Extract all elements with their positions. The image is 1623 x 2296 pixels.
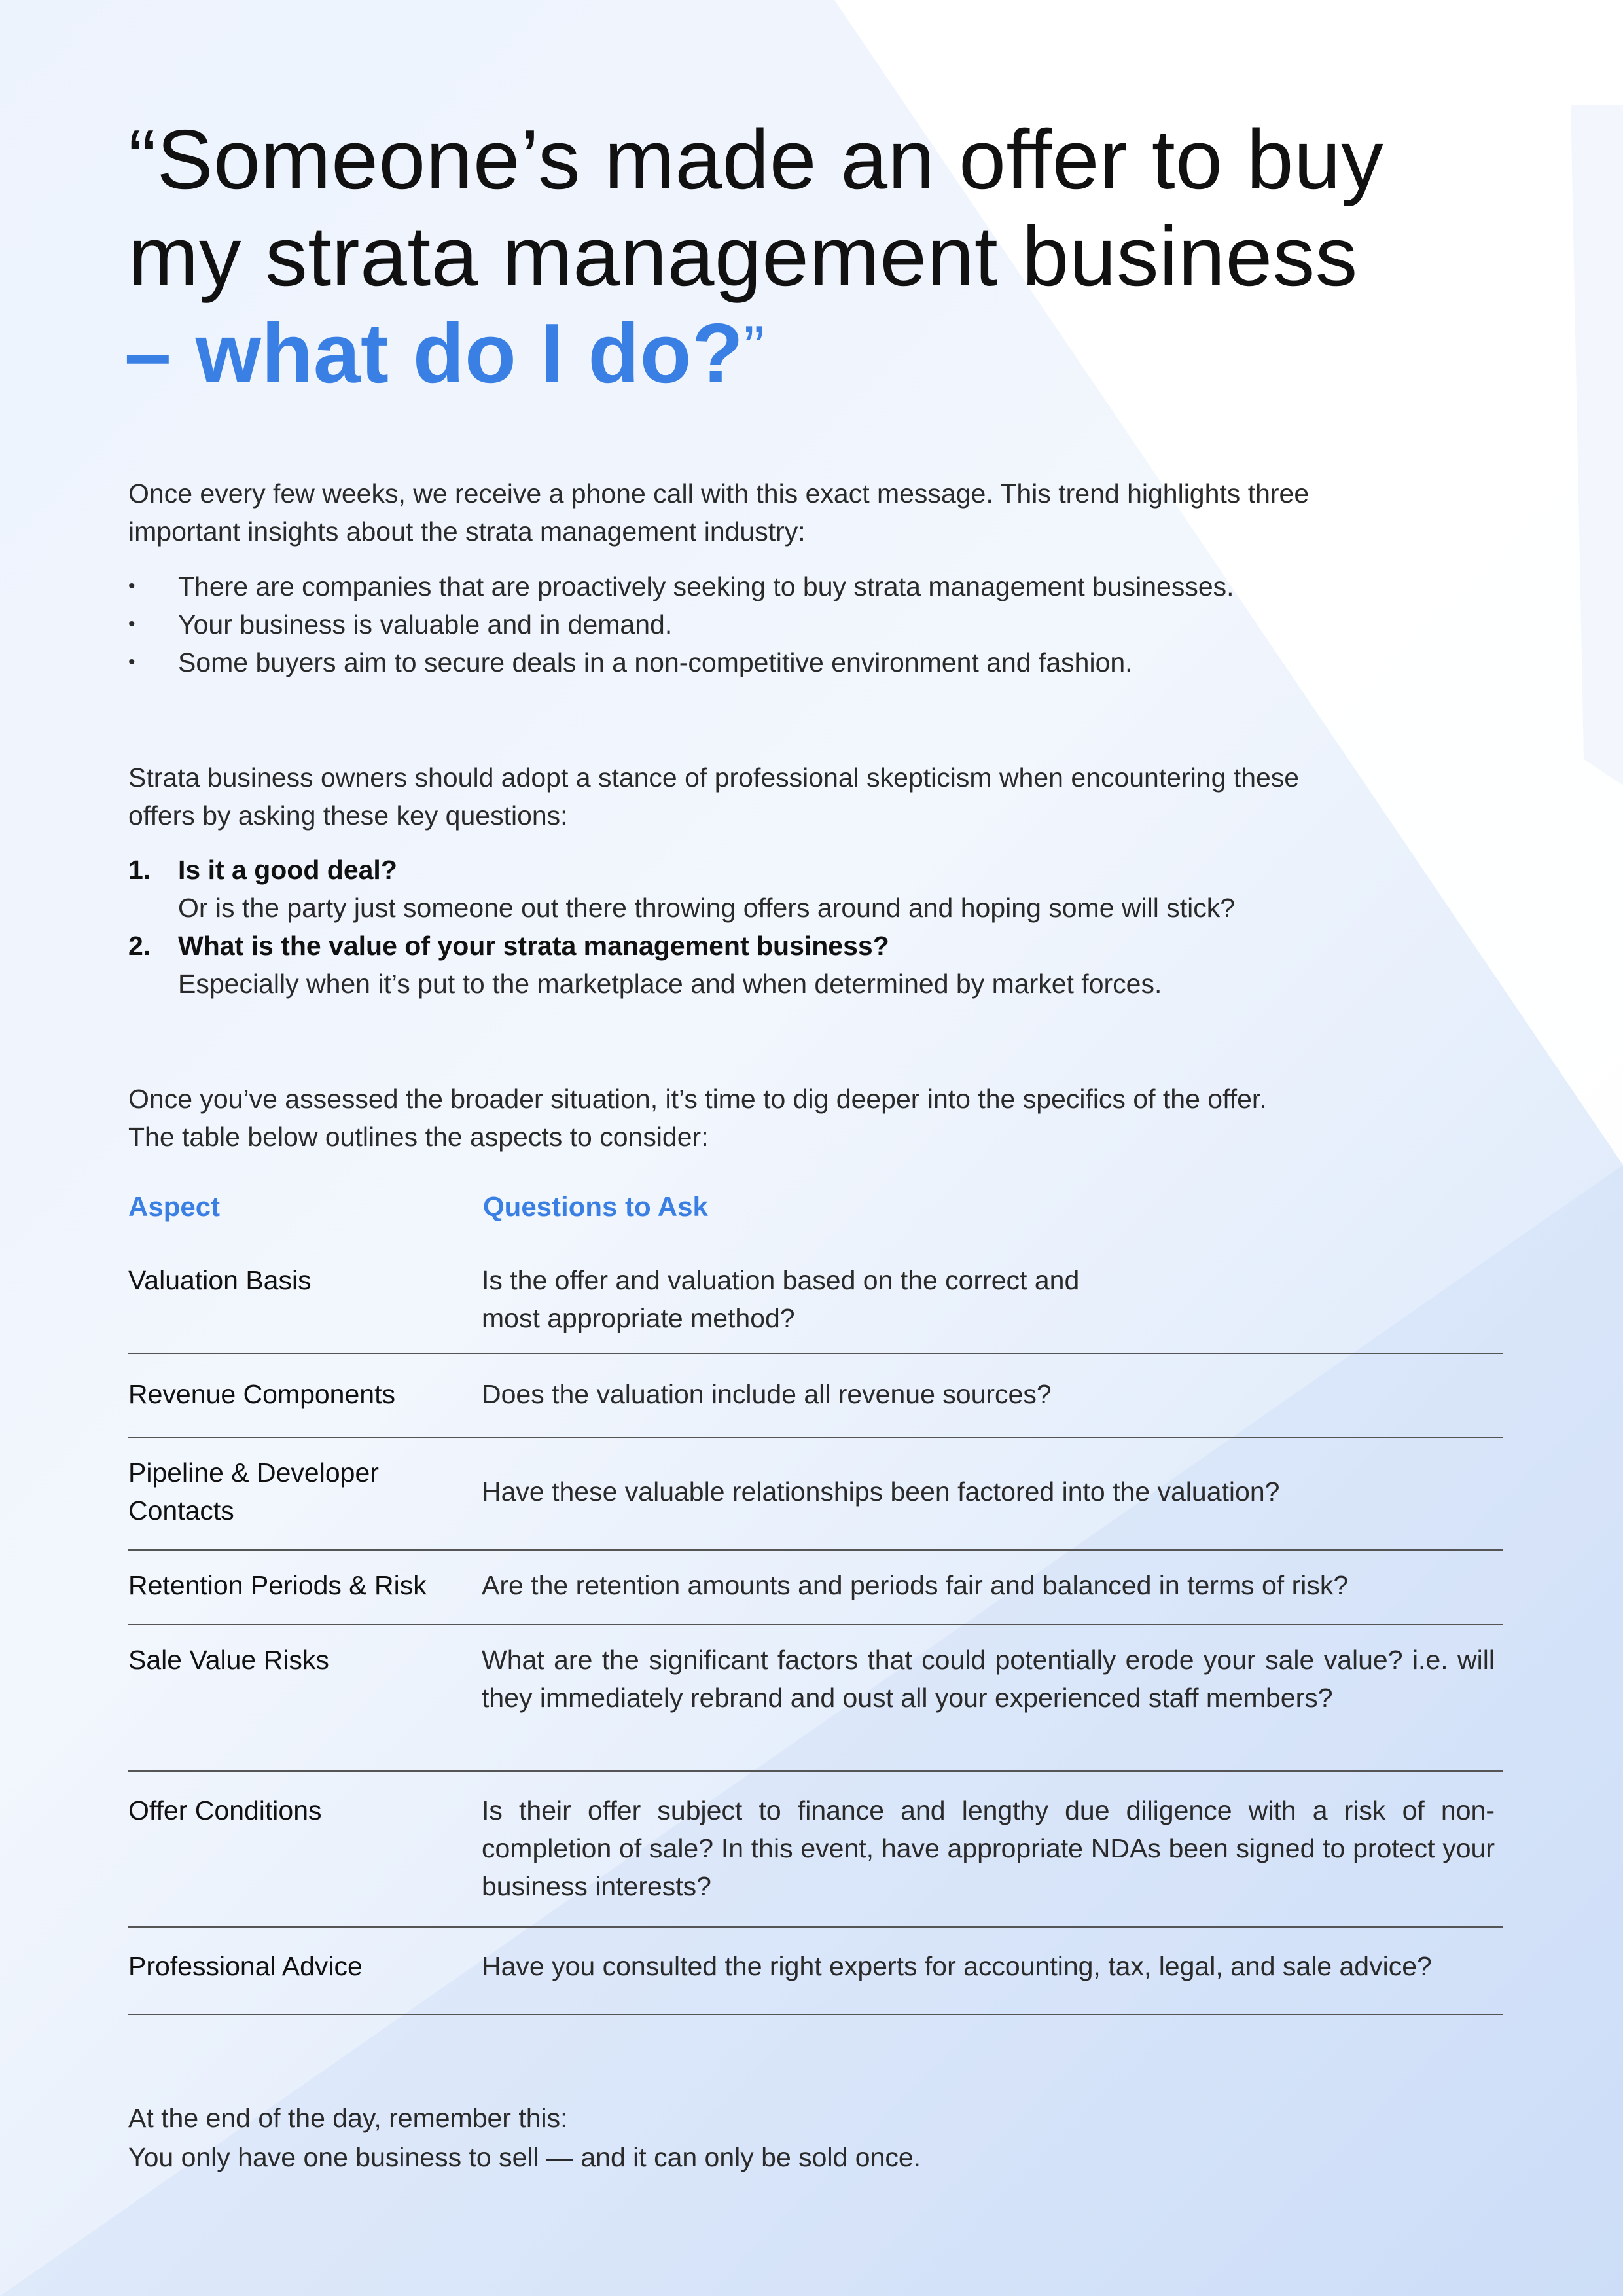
question-cell: Have you consulted the right experts for accounting, tax, legal, and sale advice? [482,1951,1432,1981]
page-title [124,111,1535,402]
question-heading: What is the value of your strata management business? [178,931,889,961]
list-item: • There are companies that are proactively seeking to buy strata management businesses. [128,567,1497,605]
aspect-cell: Retention Periods & Risk [128,1570,427,1600]
insights-list [128,567,1497,681]
question-detail: Or is the party just someone out there throwing offers around and hoping some will stick? [178,893,1236,923]
assess-paragraph: Once you’ve assessed the broader situation, it’s time to dig deeper into the specifics of the offer. The table below outlines the aspects to consider: [128,1084,1267,1152]
question-cell: Does the valuation include all revenue sources? [482,1379,1052,1409]
header-aspect: Aspect [128,1191,221,1222]
table-row [128,1551,1503,1625]
aspect-cell: Revenue Components [128,1379,395,1409]
table-row [128,1772,1503,1928]
aspect-cell: Professional Advice [128,1951,363,1981]
question-cell: What are the significant factors that could potentially erode your sale value? i.e. will they immediately rebrand and oust all your experienced staff members? [482,1645,1495,1713]
title-line-3 [124,305,1535,402]
aspect-cell: Sale Value Risks [128,1645,329,1675]
key-question-1 [128,851,1497,927]
question-number: 1. [128,855,151,885]
header-questions: Questions to Ask [483,1191,708,1222]
table-row [128,1928,1503,2015]
aspect-cell: Offer Conditions [128,1795,322,1825]
intro-paragraph: Once every few weeks, we receive a phone call with this exact message. This trend highlights three important insights about the strata management industry: [128,478,1310,547]
question-number: 2. [128,931,151,961]
closing-remark: At the end of the day, remember this: You only have one business to sell — and it can only be sold once. [128,2103,921,2172]
question-cell: Have these valuable relationships been factored into the valuation? [482,1477,1280,1507]
aspect-cell: Pipeline & Developer Contacts [128,1458,379,1526]
title-close-quote: ” [743,313,765,383]
title-accent: – what do I do? [124,306,744,401]
question-heading: Is it a good deal? [178,855,397,885]
skepticism-paragraph: Strata business owners should adopt a stance of professional skepticism when encountering these offers by asking these key questions: [128,762,1300,831]
question-cell: Is the offer and valuation based on the correct and most appropriate method? [482,1265,1080,1333]
table-row [128,1261,1503,1354]
key-question-2 [128,927,1497,1003]
table-row [128,1354,1503,1438]
list-item: • Your business is valuable and in demand. [128,605,1497,643]
question-cell: Are the retention amounts and periods fair and balanced in terms of risk? [482,1570,1349,1600]
question-detail: Especially when it’s put to the marketplace and when determined by market forces. [178,969,1162,999]
aspect-cell: Valuation Basis [128,1265,312,1295]
key-questions-list [128,851,1497,1003]
question-cell: Is their offer subject to finance and lengthy due diligence with a risk of non-completion of sale? In this event, have appropriate NDAs been signed to protect your business interests? [482,1795,1495,1901]
table-row [128,1438,1503,1551]
list-item: • Some buyers aim to secure deals in a non-competitive environment and fashion. [128,643,1497,681]
table-header [128,1191,1503,1230]
title-line-1: “Someone’s made an offer to buy [128,113,1384,207]
table-row [128,1625,1503,1772]
title-line-2: my strata management business [128,209,1358,304]
